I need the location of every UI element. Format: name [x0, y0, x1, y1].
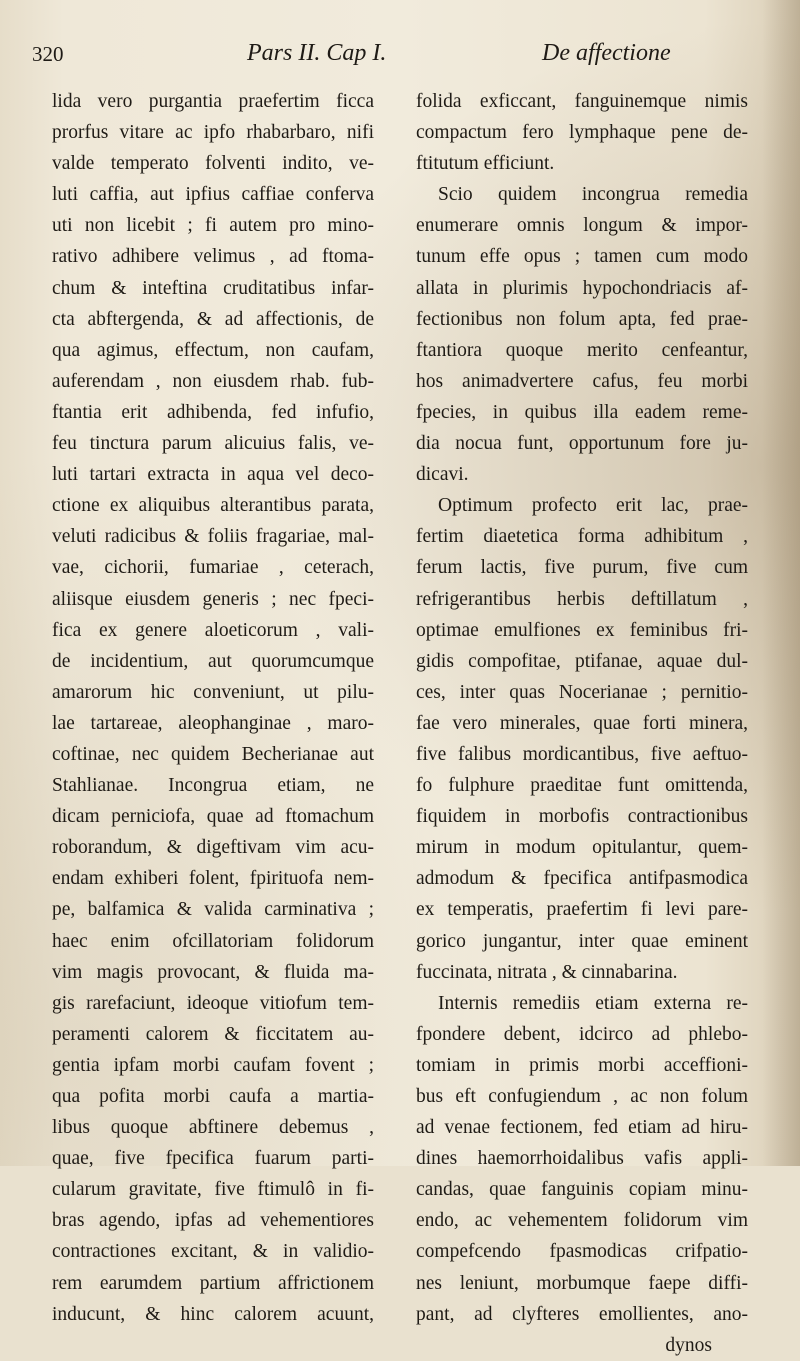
left-column: [52, 86, 374, 1330]
text-line: luti tartari extracta in aqua vel deco-: [52, 464, 374, 486]
text-line: feu tinctura parum alicuius falis, ve-: [52, 433, 374, 455]
text-line: cta abftergenda, & ad affectionis, de: [52, 308, 374, 330]
text-line: bus eft confugiendum , ac non folum: [416, 1086, 748, 1107]
text-line: refrigerantibus herbis deftillatum ,: [416, 588, 748, 610]
text-line: gidis compofitae, ptifanae, aquae dul-: [416, 650, 748, 672]
text-line: contractiones excitant, & in validio-: [52, 1241, 374, 1263]
text-line: prorfus vitare ac ipfo rhabarbaro, nifi: [52, 122, 374, 144]
text-line: folida exficcant, fanguinemque nimis: [416, 91, 748, 112]
text-line: dines haemorrhoidalibus vafis appli-: [416, 1148, 748, 1170]
text-line: auferendam , non eiusdem rhab. fub-: [52, 370, 374, 392]
text-line: fertim diaetetica forma adhibitum ,: [416, 526, 748, 548]
text-line: amarorum hic conveniunt, ut pilu-: [52, 681, 374, 703]
text-line: roborandum, & digeftivam vim acu-: [52, 837, 374, 859]
text-line: compactum fero lymphaque pene de-: [416, 122, 748, 144]
paragraph-start-line: Internis remediis etiam externa re-: [438, 992, 748, 1014]
text-line: coftinae, nec quidem Becherianae aut: [52, 743, 374, 765]
text-line: Stahlianae. Incongrua etiam, ne: [52, 775, 374, 797]
text-line: peramenti calorem & ficcitatem au-: [52, 1023, 374, 1045]
text-line: ctione ex aliquibus alterantibus parata,: [52, 495, 374, 517]
text-line: chum & inteftina cruditatibus infar-: [52, 277, 374, 299]
text-line: gis rarefaciunt, ideoque vitiofum tem-: [52, 992, 374, 1014]
text-line: five falibus mordicantibus, five aeftuo-: [416, 743, 748, 765]
text-line: fpondere debent, idcirco ad phlebo-: [416, 1023, 748, 1045]
page-header: [32, 36, 762, 76]
text-line: fuccinata, nitrata , & cinnabarina.: [416, 961, 678, 983]
text-line: ces, inter quas Nocerianae ; pernitio-: [416, 681, 748, 703]
text-line: tunum effe opus ; tamen cum modo: [416, 246, 748, 268]
text-line: pant, ad clyfteres emollientes, ano-: [416, 1303, 748, 1325]
text-line: libus quoque abftinere debemus ,: [52, 1117, 374, 1139]
text-line: fiquidem in morbofis contractionibus: [416, 806, 748, 828]
text-line: nes leniunt, morbumque faepe diffi-: [416, 1272, 748, 1294]
text-line: dicavi.: [416, 464, 469, 486]
text-line: endo, ac vehementem folidorum vim: [416, 1210, 748, 1232]
text-line: dicam perniciofa, quae ad ftomachum: [52, 806, 374, 828]
text-line: ferum lactis, five purum, five cum: [416, 557, 748, 579]
page-edge-shadow: [762, 0, 800, 1166]
text-line: gorico jungantur, inter quae eminent: [416, 930, 748, 952]
text-line: admodum & fpecifica antifpasmodica: [416, 868, 748, 890]
text-line: enumerare omnis longum & impor-: [416, 215, 748, 237]
page-number: 320: [32, 42, 64, 66]
text-line: endam exhiberi folent, fpirituofa nem-: [52, 868, 374, 890]
text-line: dia nocua funt, opportunum fore ju-: [416, 433, 748, 455]
running-head-left: Pars II. Cap I.: [247, 40, 387, 66]
text-line: compefcendo fpasmodicas crifpatio-: [416, 1241, 748, 1263]
text-line: hos animadvertere cafus, feu morbi: [416, 370, 748, 392]
text-line: veluti radicibus & foliis fragariae, mal-: [52, 526, 374, 548]
text-line: pe, balfamica & valida carminativa ;: [52, 899, 374, 921]
text-line: fo fulphure praeditae funt omittenda,: [416, 775, 748, 797]
text-line: mirum in modum opitulantur, quem-: [416, 837, 748, 859]
running-head-right: De affectione: [542, 40, 671, 66]
text-line: inducunt, & hinc calorem acuunt,: [52, 1303, 374, 1325]
text-line: fica ex genere aloeticorum , vali-: [52, 619, 374, 641]
text-line: candas, quae fanguinis copiam minu-: [416, 1179, 748, 1201]
text-line: cularum gravitate, five ftimulô in fi-: [52, 1179, 374, 1201]
text-line: ftantiora quoque merito cenfeantur,: [416, 339, 748, 361]
text-line: rem earumdem partium affrictionem: [52, 1272, 374, 1294]
paragraph-start-line: Scio quidem incongrua remedia: [438, 184, 748, 206]
text-line: qua agimus, effectum, non caufam,: [52, 339, 374, 361]
text-line: gentia ipfam morbi caufam fovent ;: [52, 1054, 374, 1076]
text-line: fae vero minerales, quae forti minera,: [416, 712, 748, 734]
text-line: allata in plurimis hypochondriacis af-: [416, 277, 748, 299]
text-line: rativo adhibere velimus , ad ftoma-: [52, 246, 374, 268]
text-line: ad venae fectionem, fed etiam ad hiru-: [416, 1117, 748, 1139]
text-line: bras agendo, ipfas ad vehementiores: [52, 1210, 374, 1232]
text-line: haec enim ofcillatoriam folidorum: [52, 930, 374, 952]
text-line: lida vero purgantia praefertim ficca: [52, 91, 374, 112]
text-line: lae tartareae, aleophanginae , maro-: [52, 712, 374, 734]
text-line: valde temperato folventi indito, ve-: [52, 153, 374, 175]
text-line: fpecies, in quibus illa eadem reme-: [416, 401, 748, 423]
text-line: uti non licebit ; fi autem pro mino-: [52, 215, 374, 237]
text-line: ftitutum efficiunt.: [416, 153, 555, 175]
text-line: ex temperatis, praefertim fi levi pare-: [416, 899, 748, 921]
text-line: vim magis provocant, & fluida ma-: [52, 961, 374, 983]
text-line: tomiam in primis morbi acceffioni-: [416, 1054, 748, 1076]
text-line: qua pofita morbi caufa a martia-: [52, 1086, 374, 1107]
right-column: [416, 86, 748, 1361]
text-line: ftantia erit adhibenda, fed infufio,: [52, 401, 374, 423]
text-line: aliisque eiusdem generis ; nec fpeci-: [52, 588, 374, 610]
text-line: optimae emulfiones ex feminibus fri-: [416, 619, 748, 641]
text-line: quae, five fpecifica fuarum parti-: [52, 1148, 374, 1170]
text-line: vae, cichorii, fumariae , ceterach,: [52, 557, 374, 579]
catchword: dynos: [665, 1334, 712, 1356]
paragraph-start-line: Optimum profecto erit lac, prae-: [438, 495, 748, 517]
text-line: de incidentium, aut quorumcumque: [52, 650, 374, 672]
text-line: luti caffia, aut ipfius caffiae conferva: [52, 184, 374, 206]
text-line: fectionibus non folum apta, fed prae-: [416, 308, 748, 330]
